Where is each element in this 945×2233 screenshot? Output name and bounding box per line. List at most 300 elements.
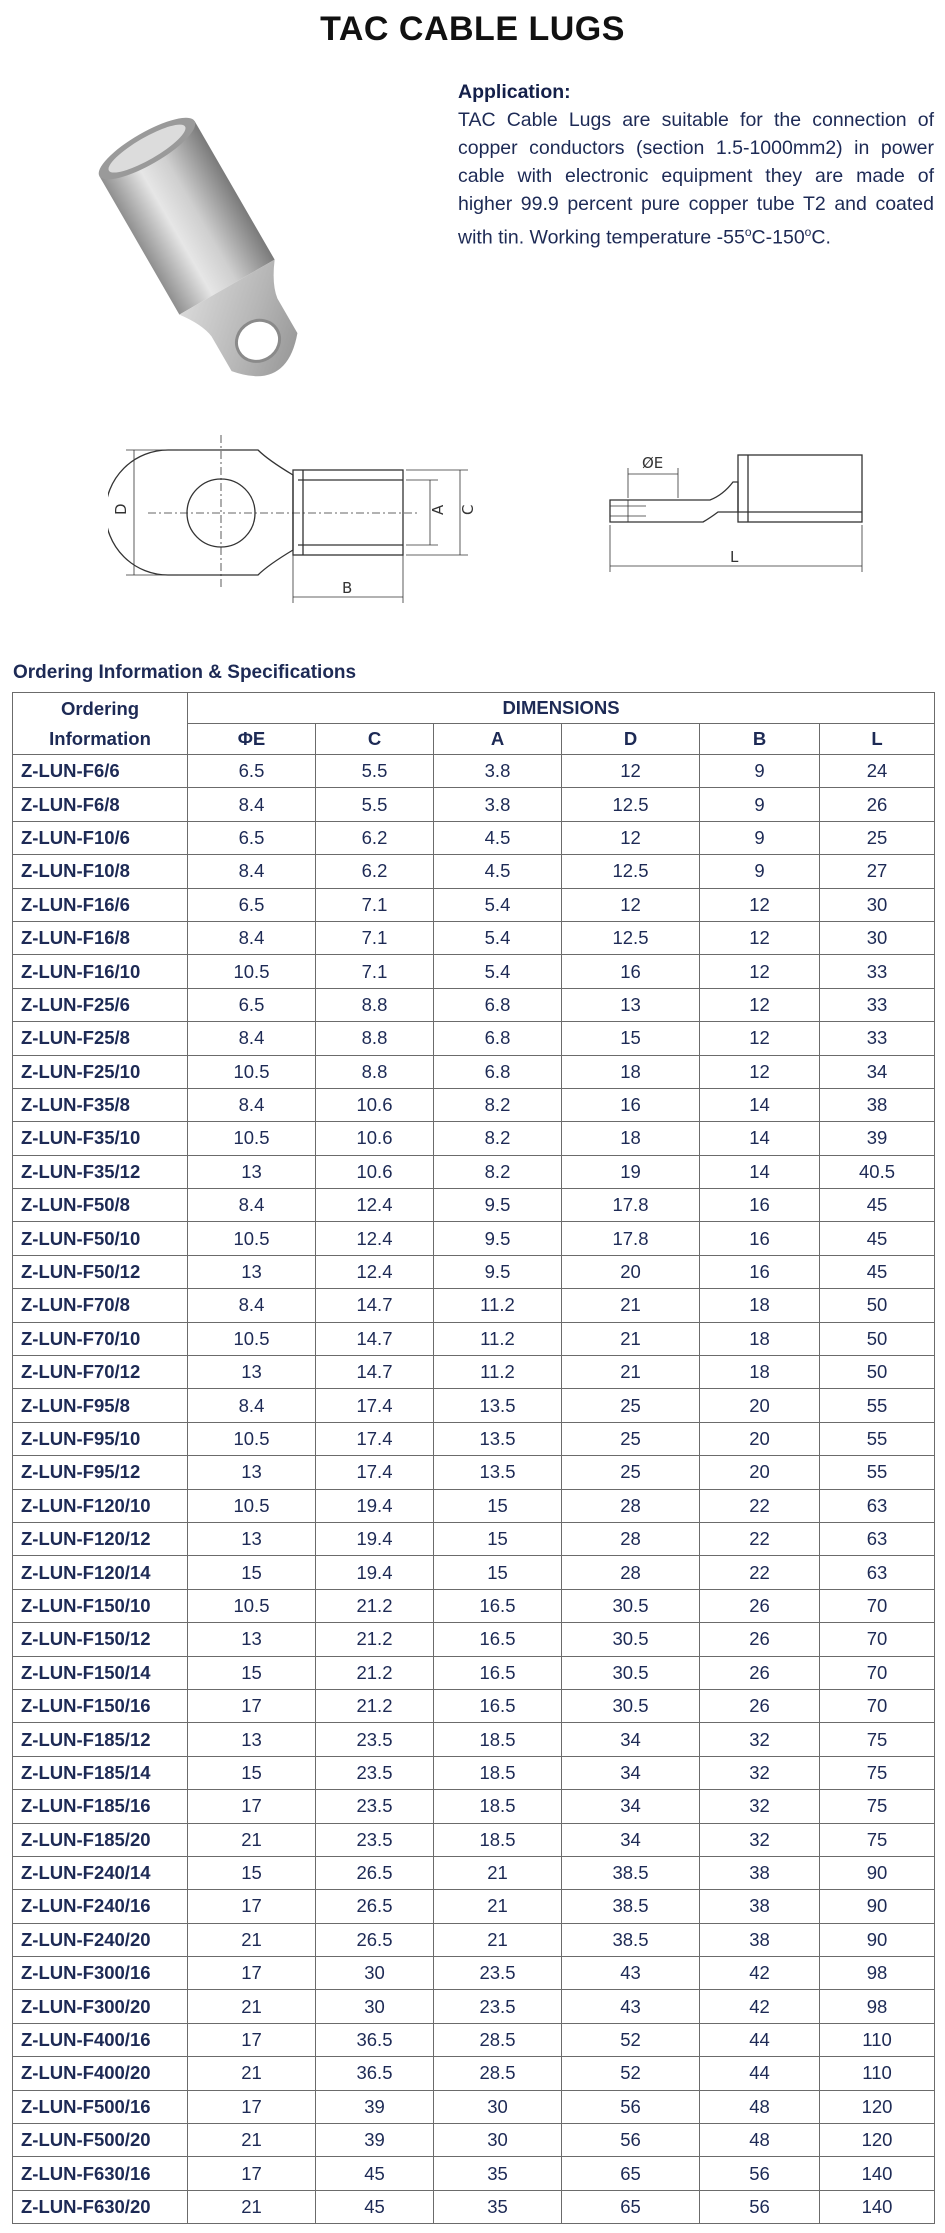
dimension-cell: 6.5 <box>188 821 316 854</box>
dimension-cell: 6.2 <box>316 855 434 888</box>
dimension-cell: 9 <box>700 855 820 888</box>
table-row <box>13 1356 935 1389</box>
dimension-cell: 8.4 <box>188 1389 316 1422</box>
label-l: L <box>730 548 739 566</box>
dimension-cell: 40.5 <box>820 1155 935 1188</box>
dimension-cell: 17 <box>188 2090 316 2123</box>
dimension-cell: 50 <box>820 1356 935 1389</box>
dimension-cell: 43 <box>562 1957 700 1990</box>
dimension-cell: 22 <box>700 1556 820 1589</box>
specifications-table <box>12 692 935 2224</box>
table-row <box>13 1322 935 1355</box>
dimension-cell: 32 <box>700 1723 820 1756</box>
dimension-cell: 16.5 <box>434 1689 562 1722</box>
dimension-cell: 18.5 <box>434 1723 562 1756</box>
table-row <box>13 1689 935 1722</box>
application-text: TAC Cable Lugs are suitable for the connection of copper conductors (section 1.5-1000mm2) in power cable with electronic equipment they are made of higher 99.9 percent pure copper tube T2 and coated with tin. Working temperature -55$^o$C-150$^o$C. <box>458 109 934 249</box>
dimension-cell: 38.5 <box>562 1923 700 1956</box>
dimension-cell: 16.5 <box>434 1656 562 1689</box>
dimension-cell: 36.5 <box>316 2057 434 2090</box>
dimension-cell: 11.2 <box>434 1289 562 1322</box>
ordering-code-cell: Z-LUN-F185/16 <box>13 1790 188 1823</box>
ordering-code-cell: Z-LUN-F25/10 <box>13 1055 188 1088</box>
dimension-cell: 45 <box>316 2157 434 2190</box>
dimension-cell: 15 <box>562 1022 700 1055</box>
dimension-cell: 26 <box>700 1656 820 1689</box>
table-row <box>13 988 935 1021</box>
dimension-cell: 65 <box>562 2157 700 2190</box>
dimension-cell: 14 <box>700 1122 820 1155</box>
ordering-code-cell: Z-LUN-F300/20 <box>13 1990 188 2023</box>
dimension-cell: 16.5 <box>434 1623 562 1656</box>
ordering-code-cell: Z-LUN-F120/14 <box>13 1556 188 1589</box>
ordering-code-cell: Z-LUN-F500/16 <box>13 2090 188 2123</box>
dimension-cell: 8.8 <box>316 988 434 1021</box>
dimension-cell: 18 <box>700 1289 820 1322</box>
table-row <box>13 1422 935 1455</box>
dimension-cell: 21 <box>434 1923 562 1956</box>
dimension-cell: 17.4 <box>316 1456 434 1489</box>
dimension-cell: 19.4 <box>316 1522 434 1555</box>
dimension-cell: 26.5 <box>316 1856 434 1889</box>
dimension-cell: 9.5 <box>434 1189 562 1222</box>
dimension-cell: 44 <box>700 2023 820 2056</box>
dimension-cell: 14 <box>700 1155 820 1188</box>
dimension-cell: 30 <box>316 1990 434 2023</box>
dimension-cell: 12 <box>700 888 820 921</box>
table-row <box>13 2090 935 2123</box>
dimension-cell: 48 <box>700 2090 820 2123</box>
dimension-cell: 10.6 <box>316 1155 434 1188</box>
ordering-code-cell: Z-LUN-F630/16 <box>13 2157 188 2190</box>
dimension-cell: 17 <box>188 1957 316 1990</box>
table-row <box>13 2023 935 2056</box>
dimension-cell: 3.8 <box>434 755 562 788</box>
dimension-cell: 10.5 <box>188 1589 316 1622</box>
table-row <box>13 2124 935 2157</box>
dimension-cell: 35 <box>434 2157 562 2190</box>
column-header-d: D <box>562 724 700 755</box>
dimension-cell: 12 <box>562 755 700 788</box>
dimension-cell: 48 <box>700 2124 820 2157</box>
dimension-cell: 17.4 <box>316 1389 434 1422</box>
dimension-cell: 45 <box>820 1255 935 1288</box>
ordering-code-cell: Z-LUN-F185/14 <box>13 1756 188 1789</box>
dimension-cell: 13 <box>188 1155 316 1188</box>
dimension-cell: 23.5 <box>434 1990 562 2023</box>
dimension-cell: 10.5 <box>188 955 316 988</box>
table-row <box>13 1189 935 1222</box>
table-row <box>13 1723 935 1756</box>
table-row <box>13 1255 935 1288</box>
cable-lug-photo <box>55 105 385 385</box>
ordering-code-cell: Z-LUN-F185/20 <box>13 1823 188 1856</box>
dimension-cell: 56 <box>700 2190 820 2223</box>
dimension-cell: 10.5 <box>188 1222 316 1255</box>
table-row <box>13 1456 935 1489</box>
dimension-cell: 25 <box>562 1422 700 1455</box>
dimension-cell: 25 <box>562 1456 700 1489</box>
table-row <box>13 1055 935 1088</box>
dimension-cell: 43 <box>562 1990 700 2023</box>
dimension-cell: 15 <box>188 1756 316 1789</box>
table-row <box>13 1222 935 1255</box>
dimension-cell: 23.5 <box>434 1957 562 1990</box>
ordering-code-cell: Z-LUN-F240/16 <box>13 1890 188 1923</box>
dimension-cell: 18 <box>562 1055 700 1088</box>
dimension-cell: 55 <box>820 1422 935 1455</box>
dimension-cell: 21 <box>188 2057 316 2090</box>
dimension-cell: 10.5 <box>188 1322 316 1355</box>
dimension-cell: 90 <box>820 1890 935 1923</box>
dimension-cell: 30.5 <box>562 1689 700 1722</box>
dimension-cell: 19 <box>562 1155 700 1188</box>
dimension-cell: 21 <box>562 1289 700 1322</box>
dimension-cell: 32 <box>700 1823 820 1856</box>
dimension-cell: 63 <box>820 1522 935 1555</box>
dimension-cell: 14 <box>700 1088 820 1121</box>
ordering-code-cell: Z-LUN-F35/10 <box>13 1122 188 1155</box>
dimension-cell: 18.5 <box>434 1756 562 1789</box>
front-view-drawing <box>108 425 513 610</box>
dimension-cell: 30.5 <box>562 1623 700 1656</box>
dimension-cell: 45 <box>820 1189 935 1222</box>
dimension-cell: 12 <box>700 1055 820 1088</box>
dimension-cell: 32 <box>700 1756 820 1789</box>
dimension-cell: 23.5 <box>316 1790 434 1823</box>
dimension-cell: 30 <box>316 1957 434 1990</box>
ordering-code-cell: Z-LUN-F150/14 <box>13 1656 188 1689</box>
table-row <box>13 1489 935 1522</box>
column-header-a: A <box>434 724 562 755</box>
dimension-cell: 33 <box>820 1022 935 1055</box>
application-block <box>458 78 934 252</box>
dimension-cell: 17 <box>188 2157 316 2190</box>
dimension-cell: 10.6 <box>316 1122 434 1155</box>
dimension-cell: 6.5 <box>188 755 316 788</box>
dimension-cell: 3.8 <box>434 788 562 821</box>
dimension-cell: 75 <box>820 1756 935 1789</box>
ordering-code-cell: Z-LUN-F120/10 <box>13 1489 188 1522</box>
dimension-cell: 10.5 <box>188 1489 316 1522</box>
ordering-code-cell: Z-LUN-F70/12 <box>13 1356 188 1389</box>
ordering-code-cell: Z-LUN-F630/20 <box>13 2190 188 2223</box>
ordering-code-cell: Z-LUN-F95/8 <box>13 1389 188 1422</box>
table-row <box>13 1122 935 1155</box>
dimension-cell: 8.2 <box>434 1122 562 1155</box>
dimension-cell: 21 <box>188 1823 316 1856</box>
column-header-e: ΦE <box>188 724 316 755</box>
table-row <box>13 1890 935 1923</box>
dimension-cell: 39 <box>820 1122 935 1155</box>
dimension-cell: 56 <box>562 2124 700 2157</box>
table-row <box>13 1289 935 1322</box>
dimension-cell: 15 <box>434 1522 562 1555</box>
ordering-code-cell: Z-LUN-F240/14 <box>13 1856 188 1889</box>
ordering-code-cell: Z-LUN-F120/12 <box>13 1522 188 1555</box>
dimension-cell: 12.4 <box>316 1222 434 1255</box>
ordering-code-cell: Z-LUN-F400/20 <box>13 2057 188 2090</box>
dimension-cell: 16 <box>562 955 700 988</box>
dimension-cell: 21 <box>188 2190 316 2223</box>
dimension-cell: 63 <box>820 1556 935 1589</box>
dimension-cell: 34 <box>562 1723 700 1756</box>
ordering-code-cell: Z-LUN-F150/12 <box>13 1623 188 1656</box>
dimension-cell: 10.6 <box>316 1088 434 1121</box>
dimension-cell: 14.7 <box>316 1322 434 1355</box>
dimension-cell: 28.5 <box>434 2057 562 2090</box>
dimension-cell: 15 <box>188 1856 316 1889</box>
dimension-cell: 17 <box>188 2023 316 2056</box>
table-row <box>13 1756 935 1789</box>
dimension-cell: 90 <box>820 1856 935 1889</box>
dimension-cell: 12 <box>562 888 700 921</box>
dimension-cell: 44 <box>700 2057 820 2090</box>
ordering-code-cell: Z-LUN-F35/12 <box>13 1155 188 1188</box>
dimension-cell: 15 <box>434 1489 562 1522</box>
dimension-cell: 25 <box>562 1389 700 1422</box>
table-row <box>13 2057 935 2090</box>
column-header-l: L <box>820 724 935 755</box>
dimension-cell: 21.2 <box>316 1689 434 1722</box>
dimension-cell: 6.5 <box>188 988 316 1021</box>
dimension-cell: 10.5 <box>188 1055 316 1088</box>
ordering-code-cell: Z-LUN-F300/16 <box>13 1957 188 1990</box>
dimension-cell: 140 <box>820 2190 935 2223</box>
dimension-cell: 39 <box>316 2090 434 2123</box>
dimension-cell: 45 <box>820 1222 935 1255</box>
table-row <box>13 1957 935 1990</box>
dimension-cell: 19.4 <box>316 1556 434 1589</box>
dimension-cell: 39 <box>316 2124 434 2157</box>
ordering-code-cell: Z-LUN-F95/12 <box>13 1456 188 1489</box>
dimension-cell: 19.4 <box>316 1489 434 1522</box>
dimensions-header: DIMENSIONS <box>188 693 935 724</box>
label-c: C <box>459 504 477 515</box>
dimension-cell: 75 <box>820 1790 935 1823</box>
dimension-cell: 20 <box>700 1422 820 1455</box>
dimension-cell: 8.4 <box>188 788 316 821</box>
dimension-cell: 17.8 <box>562 1222 700 1255</box>
dimension-cell: 6.2 <box>316 821 434 854</box>
dimension-cell: 6.5 <box>188 888 316 921</box>
dimension-cell: 8.4 <box>188 921 316 954</box>
table-row <box>13 1155 935 1188</box>
dimension-cell: 6.8 <box>434 1022 562 1055</box>
dimension-cell: 26.5 <box>316 1890 434 1923</box>
dimension-cell: 12 <box>700 921 820 954</box>
dimension-cell: 13 <box>188 1723 316 1756</box>
dimension-cell: 12 <box>700 988 820 1021</box>
dimension-cell: 45 <box>316 2190 434 2223</box>
dimension-cell: 17.4 <box>316 1422 434 1455</box>
table-row <box>13 2190 935 2223</box>
ordering-code-cell: Z-LUN-F400/16 <box>13 2023 188 2056</box>
dimension-cell: 30.5 <box>562 1589 700 1622</box>
ordering-code-cell: Z-LUN-F25/8 <box>13 1022 188 1055</box>
dimension-cell: 16 <box>700 1189 820 1222</box>
ordering-code-cell: Z-LUN-F10/6 <box>13 821 188 854</box>
table-row <box>13 1656 935 1689</box>
dimension-cell: 56 <box>700 2157 820 2190</box>
table-row <box>13 1990 935 2023</box>
dimension-cell: 13 <box>188 1522 316 1555</box>
dimension-cell: 21 <box>188 1990 316 2023</box>
table-row <box>13 1522 935 1555</box>
ordering-code-cell: Z-LUN-F70/10 <box>13 1322 188 1355</box>
dimension-cell: 23.5 <box>316 1756 434 1789</box>
ordering-information-header: Ordering Information <box>13 693 188 755</box>
dimension-cell: 35 <box>434 2190 562 2223</box>
dimension-cell: 22 <box>700 1522 820 1555</box>
dimension-cell: 52 <box>562 2057 700 2090</box>
dimension-cell: 13 <box>188 1623 316 1656</box>
table-row <box>13 1790 935 1823</box>
dimension-cell: 10.5 <box>188 1122 316 1155</box>
dimension-cell: 25 <box>820 821 935 854</box>
table-row <box>13 955 935 988</box>
dimension-cell: 12 <box>700 1022 820 1055</box>
dimension-cell: 38 <box>700 1923 820 1956</box>
dimension-cell: 30 <box>820 888 935 921</box>
dimension-cell: 9 <box>700 821 820 854</box>
dimension-cell: 7.1 <box>316 888 434 921</box>
label-a: A <box>429 504 447 515</box>
dimension-cell: 6.8 <box>434 1055 562 1088</box>
dimension-cell: 21 <box>434 1890 562 1923</box>
dimension-cell: 26 <box>820 788 935 821</box>
dimension-cell: 38 <box>700 1890 820 1923</box>
dimension-cell: 70 <box>820 1589 935 1622</box>
dimension-cell: 12 <box>562 821 700 854</box>
dimension-cell: 14.7 <box>316 1356 434 1389</box>
ordering-code-cell: Z-LUN-F150/16 <box>13 1689 188 1722</box>
dimension-cell: 12.5 <box>562 921 700 954</box>
table-row <box>13 1589 935 1622</box>
dimension-cell: 5.4 <box>434 955 562 988</box>
table-row <box>13 2157 935 2190</box>
dimension-cell: 8.4 <box>188 1289 316 1322</box>
dimension-cell: 23.5 <box>316 1723 434 1756</box>
dimension-cell: 4.5 <box>434 855 562 888</box>
column-header-c: C <box>316 724 434 755</box>
dimension-cell: 13 <box>562 988 700 1021</box>
dimension-cell: 18 <box>700 1322 820 1355</box>
table-row <box>13 1389 935 1422</box>
ordering-code-cell: Z-LUN-F185/12 <box>13 1723 188 1756</box>
dimension-cell: 65 <box>562 2190 700 2223</box>
dimension-cell: 24 <box>820 755 935 788</box>
dimension-cell: 34 <box>820 1055 935 1088</box>
dimension-cell: 7.1 <box>316 955 434 988</box>
dimension-cell: 33 <box>820 988 935 1021</box>
dimension-cell: 20 <box>700 1456 820 1489</box>
ordering-code-cell: Z-LUN-F240/20 <box>13 1923 188 1956</box>
dimension-cell: 38 <box>820 1088 935 1121</box>
dimension-cell: 75 <box>820 1823 935 1856</box>
dimension-cell: 38 <box>700 1856 820 1889</box>
dimension-cell: 23.5 <box>316 1823 434 1856</box>
table-row <box>13 821 935 854</box>
ordering-code-cell: Z-LUN-F16/8 <box>13 921 188 954</box>
table-row <box>13 1088 935 1121</box>
dimension-cell: 11.2 <box>434 1356 562 1389</box>
table-row <box>13 1556 935 1589</box>
dimension-cell: 27 <box>820 855 935 888</box>
dimension-cell: 14.7 <box>316 1289 434 1322</box>
dimension-cell: 38.5 <box>562 1856 700 1889</box>
dimension-cell: 36.5 <box>316 2023 434 2056</box>
ordering-code-cell: Z-LUN-F10/8 <box>13 855 188 888</box>
dimension-cell: 9 <box>700 755 820 788</box>
ordering-code-cell: Z-LUN-F6/8 <box>13 788 188 821</box>
dimension-cell: 12.5 <box>562 788 700 821</box>
dimension-cell: 140 <box>820 2157 935 2190</box>
dimension-cell: 8.4 <box>188 1088 316 1121</box>
dimension-cell: 34 <box>562 1756 700 1789</box>
dimension-cell: 7.1 <box>316 921 434 954</box>
dimension-cell: 22 <box>700 1489 820 1522</box>
dimension-cell: 17.8 <box>562 1189 700 1222</box>
dimension-cell: 17 <box>188 1890 316 1923</box>
dimension-cell: 11.2 <box>434 1322 562 1355</box>
table-row <box>13 1923 935 1956</box>
label-e: ØE <box>642 454 664 472</box>
table-row <box>13 788 935 821</box>
dimension-cell: 70 <box>820 1623 935 1656</box>
dimension-cell: 120 <box>820 2090 935 2123</box>
dimension-cell: 15 <box>188 1656 316 1689</box>
dimension-cell: 8.4 <box>188 1189 316 1222</box>
ordering-code-cell: Z-LUN-F70/8 <box>13 1289 188 1322</box>
dimension-cell: 8.8 <box>316 1022 434 1055</box>
dimension-cell: 4.5 <box>434 821 562 854</box>
table-row <box>13 888 935 921</box>
dimension-cell: 30 <box>434 2124 562 2157</box>
dimension-cell: 21.2 <box>316 1589 434 1622</box>
dimension-cell: 98 <box>820 1957 935 1990</box>
table-row <box>13 855 935 888</box>
dimension-cell: 20 <box>700 1389 820 1422</box>
dimension-cell: 18 <box>700 1356 820 1389</box>
table-row <box>13 755 935 788</box>
dimension-cell: 70 <box>820 1689 935 1722</box>
column-header-b: B <box>700 724 820 755</box>
dimension-cell: 5.4 <box>434 921 562 954</box>
ordering-code-cell: Z-LUN-F35/8 <box>13 1088 188 1121</box>
label-b: B <box>342 579 353 597</box>
dimension-cell: 16 <box>562 1088 700 1121</box>
dimension-cell: 50 <box>820 1289 935 1322</box>
dimension-cell: 21 <box>562 1322 700 1355</box>
dimension-cell: 9.5 <box>434 1255 562 1288</box>
ordering-code-cell: Z-LUN-F6/6 <box>13 755 188 788</box>
dimension-cell: 5.5 <box>316 755 434 788</box>
dimension-cell: 20 <box>562 1255 700 1288</box>
dimension-cell: 8.8 <box>316 1055 434 1088</box>
dimension-cell: 75 <box>820 1723 935 1756</box>
table-row <box>13 1022 935 1055</box>
dimension-cell: 26.5 <box>316 1923 434 1956</box>
dimension-cell: 13.5 <box>434 1389 562 1422</box>
dimension-cell: 16.5 <box>434 1589 562 1622</box>
dimension-cell: 42 <box>700 1957 820 1990</box>
dimension-cell: 34 <box>562 1790 700 1823</box>
application-heading: Application: <box>458 81 571 103</box>
dimension-cell: 17 <box>188 1790 316 1823</box>
label-d: D <box>112 503 130 515</box>
ordering-code-cell: Z-LUN-F95/10 <box>13 1422 188 1455</box>
